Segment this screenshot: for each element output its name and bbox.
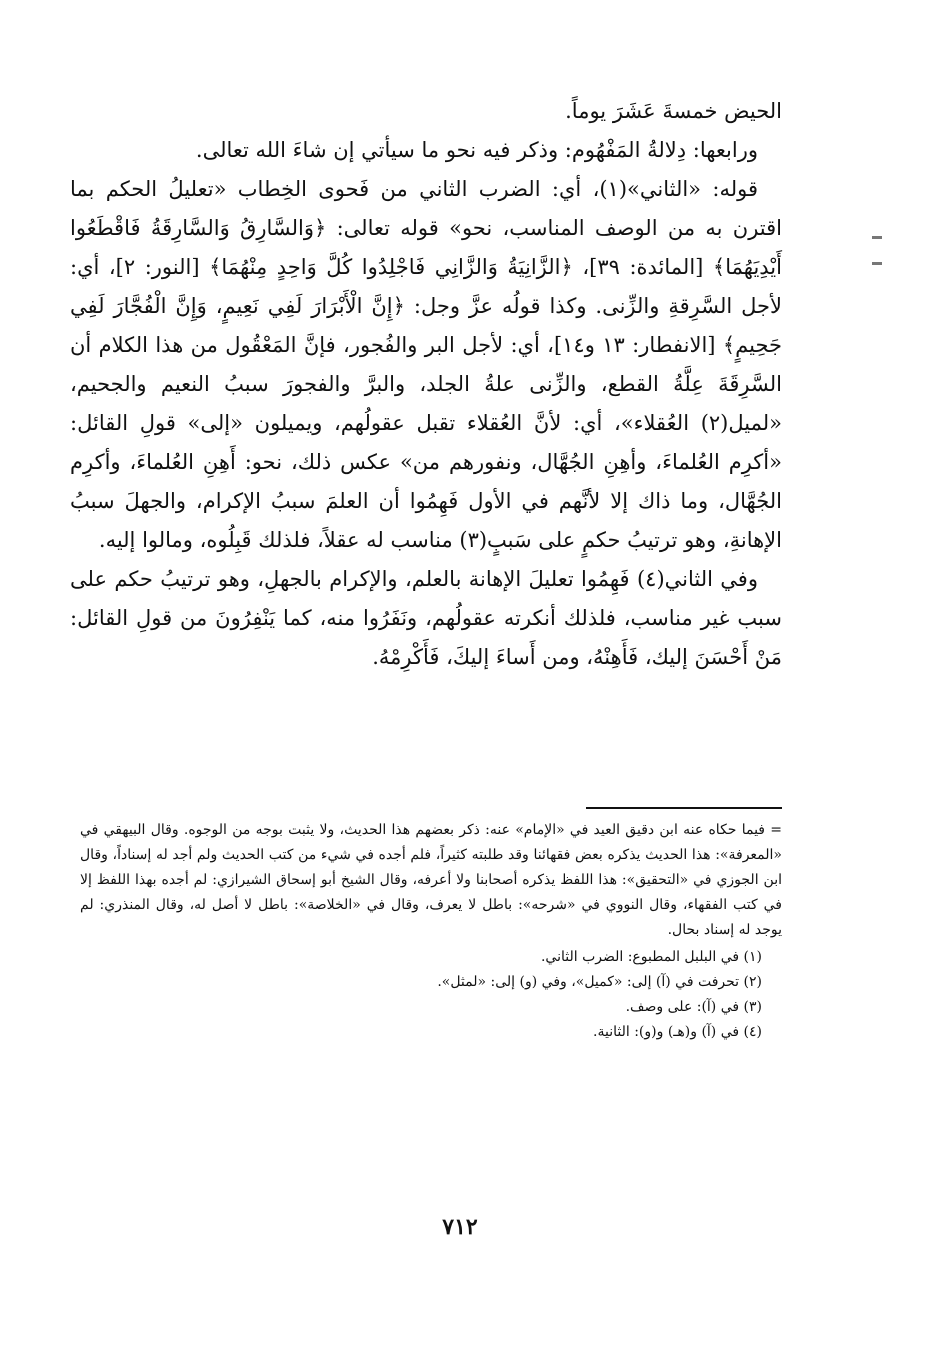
footnote-3: (٣) في (آ): على وصف.	[625, 999, 762, 1015]
main-text-block	[70, 92, 782, 677]
paragraph-1: الحيض خمسةَ عَشَرَ يوماً.	[565, 99, 782, 123]
page-number: ٧١٢	[442, 1214, 478, 1240]
paragraph-2: ورابعها: دِلالةُ المَفْهُوم: وذكر فيه نحو ما سيأتي إن شاءَ الله تعالى.	[195, 138, 758, 162]
footnote-continued: = فيما حكاه عنه ابن دقيق العيد في «الإمام» عنه: ذكر بعضهم هذا الحديث، ولا يثبت بوجه من الوجوه. وقال البيهقي في «المعرفة»: هذا الحديث يذكره بعض فقهائنا وقد طلبته كثيراً، فلم أجده في شيء من كتب الحديث ولم أجد له إسناداً، وقال ابن الجوزي في «التحقيق»: هذا اللفظ يذكره أصحابنا ولا أعرفه، وقال الشيخ أبو إسحاق الشيرازي: لم أجده بهذا اللفظ إلا في كتب الفقهاء، وقال النووي في «شرحه»: باطل لا يعرف، وقال في «الخلاصة»: باطل لا أصل له، وقال المنذري: لم يوجد له إسناد بحال.	[80, 822, 783, 938]
footnote-4: (٤) في (آ) و(هـ) و(و): الثانية.	[593, 1024, 762, 1040]
footnote-1: (١) في البلبل المطبوع: الضرب الثاني.	[540, 949, 762, 965]
paragraph-4: وفي الثاني(٤) فَهِمُوا تعليلَ الإهانة بالعلم، والإكرام بالجهلِ، وهو ترتيبُ حكم على سبب غير مناسب، فلذلك أنكرته عقولُهم، ونَفَرُوا منه، كما يَنْفِرُونَ من قولِ القائل: مَنْ أَحْسَنَ إليك، فَأَهِنْهُ، ومن أَساءَ إليكَ، فَأَكْرِمْهُ.	[70, 567, 782, 669]
paragraph-3: قوله: «الثاني»(١)، أي: الضرب الثاني من فَحوى الخِطاب «تعليلُ الحكم بما اقترن به من الوصف المناسب، نحو» قوله تعالى: ﴿وَالسَّارِقُ وَالسَّارِقَةُ فَاقْطَعُوا أَيْدِيَهُمَا﴾ [المائدة: ٣٩]، ﴿الزَّانِيَةُ وَالزَّانِي فَاجْلِدُوا كُلَّ وَاحِدٍ مِنْهُمَا﴾ [النور: ٢]، أي: لأجل السَّرِقةِ والزِّنى. وكذا قولُه عزَّ وجل: ﴿إِنَّ الْأَبْرَارَ لَفِي نَعِيمٍ، وَإِنَّ الْفُجَّارَ لَفِي جَحِيمٍ﴾ [الانفطار: ١٣ و١٤]، أي: لأجل البر والفُجور، فإنَّ المَعْقُول من هذا الكلام أن السَّرِقَةَ عِلَّةُ القطع، والزِّنى علةُ الجلد، والبرَّ والفجورَ سببُ النعيم والجحيم، «لميل(٢) العُقلاء»، أي: لأنَّ العُقلاء تقبل عقولُهم، ويميلون «إلى» قولِ القائل: «أكرِم العُلماءَ، وأهِنِ الجُهَّال، ونفورهم من» عكس ذلك، نحو: أَهِنِ العُلماءَ، وأكرِم الجُهَّال، وما ذاك إلا لأنَّهم في الأول فَهِمُوا أن العلمَ سببُ الإكرام، والجهلَ سببُ الإهانةِ، وهو ترتيبُ حكمٍ على سَببٍ(٣) مناسب له عقلاً، فلذلك قَبِلُوه، ومالوا إليه.	[70, 177, 782, 552]
footnote-2: (٢) تحرفت في (آ) إلى: «كميل»، وفي (و) إلى: «لمثل».	[437, 974, 762, 990]
margin-speck	[872, 262, 882, 265]
footnote-separator	[586, 807, 782, 809]
footnotes-block	[80, 818, 782, 1045]
margin-speck	[872, 236, 882, 239]
